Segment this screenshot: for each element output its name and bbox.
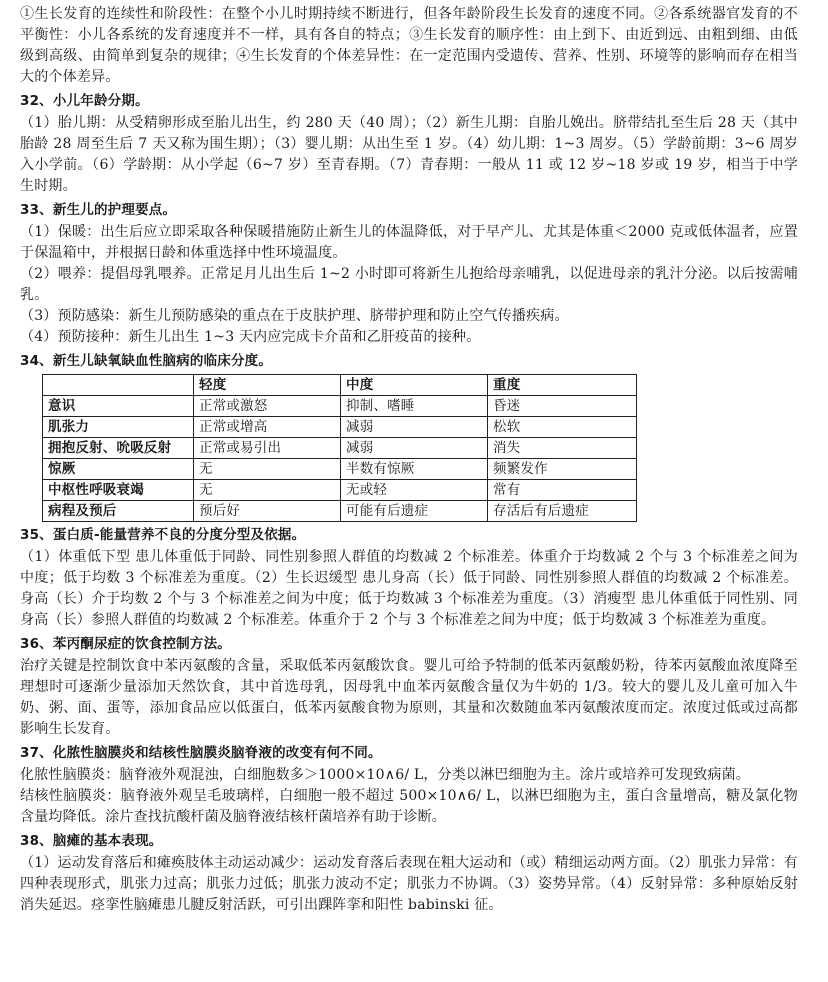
section-36-heading: 36、苯丙酮尿症的饮食控制方法。 bbox=[20, 636, 231, 652]
table-cell: 正常或增高 bbox=[194, 417, 341, 438]
row-label: 意识 bbox=[43, 396, 194, 417]
section-34-heading: 34、新生儿缺氧缺血性脑病的临床分度。 bbox=[20, 353, 273, 369]
table-cell: 减弱 bbox=[341, 438, 488, 459]
section-35-body: （1）体重低下型 患儿体重低于同龄、同性别参照人群值的均数减 2 个标准差。体重介于均数减 2 个与 3 个标准差之间为中度；低于均数 3 个标准差为重度。（2）生长迟缓型 患儿身高（长）低于同龄、同性别参照人群值的均数减 2 个标准差。身高（长）介于均数 2 个与 3 个标准差之间为中度；低于均数减 3 个标准差为重度。（3）消瘦型 患儿体重低于同性别、同身高（长）参照人群值的均数减 2 个标准差。体重介于 2 个与 3 个标准差之间为中度；低于均数减 3 个标准差为重度。 bbox=[20, 549, 798, 628]
table-row bbox=[43, 417, 637, 438]
section-37-tuberculous: 结核性脑膜炎：脑脊液外观呈毛玻璃样，白细胞一般不超过 500×10∧6/ L，以淋巴细胞为主，蛋白含量增高，糖及氯化物含量均降低。涂片查找抗酸杆菌及脑脊液结核杆菌培养有助于诊断。 bbox=[20, 788, 798, 825]
row-label: 中枢性呼吸衰竭 bbox=[43, 480, 194, 501]
section-33-heading: 33、新生儿的护理要点。 bbox=[20, 202, 177, 218]
table-row bbox=[43, 396, 637, 417]
table-cell: 无 bbox=[194, 459, 341, 480]
table-cell: 频繁发作 bbox=[488, 459, 637, 480]
table-cell: 抑制、嗜睡 bbox=[341, 396, 488, 417]
table-row bbox=[43, 459, 637, 480]
section-37-heading: 37、化脓性脑膜炎和结核性脑膜炎脑脊液的改变有何不同。 bbox=[20, 745, 382, 761]
row-label: 惊厥 bbox=[43, 459, 194, 480]
row-label: 病程及预后 bbox=[43, 501, 194, 522]
table-header-cell: 重度 bbox=[488, 375, 637, 396]
table-cell: 存活后有后遗症 bbox=[488, 501, 637, 522]
hie-grading-table bbox=[42, 374, 637, 522]
row-label: 肌张力 bbox=[43, 417, 194, 438]
table-cell: 半数有惊厥 bbox=[341, 459, 488, 480]
table-row bbox=[43, 501, 637, 522]
section-35-heading: 35、蛋白质-能量营养不良的分度分型及依据。 bbox=[20, 527, 306, 543]
table-header-cell: 轻度 bbox=[194, 375, 341, 396]
section-32-body: （1）胎儿期：从受精卵形成至胎儿出生，约 280 天（40 周）；（2）新生儿期：自胎儿娩出。脐带结扎至生后 28 天（其中胎龄 28 周至生后 7 天又称为围生期）；（3）婴儿期：从出生至 1 岁。（4）幼儿期：1~3 周岁。（5）学龄前期：3~6 周岁入小学前。（6）学龄期：从小学起（6~7 岁）至青春期。（7）青春期：一般从 11 或 12 岁~18 岁或 19 岁，相当于中学生时期。 bbox=[20, 115, 798, 194]
table-cell: 正常或易引出 bbox=[194, 438, 341, 459]
section-33-item-1: （1）保暖：出生后应立即采取各种保暖措施防止新生儿的体温降低，对于早产儿、尤其是体重＜2000 克或低体温者，应置于保温箱中，并根据日龄和体重选择中性环境温度。 bbox=[20, 224, 798, 261]
row-label: 拥抱反射、吮吸反射 bbox=[43, 438, 194, 459]
table-cell: 减弱 bbox=[341, 417, 488, 438]
section-33-item-4: （4）预防接种：新生儿出生 1~3 天内应完成卡介苗和乙肝疫苗的接种。 bbox=[20, 329, 481, 345]
table-header-cell: 中度 bbox=[341, 375, 488, 396]
table-header-cell bbox=[43, 375, 194, 396]
table-cell: 正常或激怒 bbox=[194, 396, 341, 417]
section-37-purulent: 化脓性脑膜炎：脑脊液外观混浊，白细胞数多＞1000×10∧6/ L，分类以淋巴细胞为主。涂片或培养可发现致病菌。 bbox=[20, 767, 750, 783]
table-row bbox=[43, 480, 637, 501]
section-38-heading: 38、脑瘫的基本表现。 bbox=[20, 833, 163, 849]
section-36-body: 治疗关键是控制饮食中苯丙氨酸的含量，采取低苯丙氨酸饮食。婴儿可给予特制的低苯丙氨酸奶粉，待苯丙氨酸血浓度降至理想时可逐渐少量添加天然饮食，其中首选母乳，因母乳中血苯丙氨酸含量仅为牛奶的 1/3。较大的婴儿及儿童可加入牛奶、粥、面、蛋等，添加食品应以低蛋白，低苯丙氨酸食物为原则，其量和次数随血苯丙氨酸浓度而定。浓度过低或过高都影响生长发育。 bbox=[20, 658, 798, 737]
table-cell: 消失 bbox=[488, 438, 637, 459]
intro-paragraph: ①生长发育的连续性和阶段性：在整个小儿时期持续不断进行，但各年龄阶段生长发育的速度不同。②各系统器官发育的不平衡性：小儿各系统的发育速度并不一样，具有各自的特点；③生长发育的顺序性：由上到下、由近到远、由粗到细、由低级到高级、由简单到复杂的规律；④生长发育的个体差异性：在一定范围内受遗传、营养、性别、环境等的影响而存在相当大的个体差异。 bbox=[20, 6, 798, 85]
table-header-row bbox=[43, 375, 637, 396]
table-cell: 无或轻 bbox=[341, 480, 488, 501]
table-cell: 松软 bbox=[488, 417, 637, 438]
section-33-item-2: （2）喂养：提倡母乳喂养。正常足月儿出生后 1~2 小时即可将新生儿抱给母亲哺乳，以促进母亲的乳汁分泌。以后按需哺乳。 bbox=[20, 266, 798, 303]
table-row bbox=[43, 438, 637, 459]
table-cell: 可能有后遗症 bbox=[341, 501, 488, 522]
table-cell: 无 bbox=[194, 480, 341, 501]
table-cell: 常有 bbox=[488, 480, 637, 501]
section-32-heading: 32、小儿年龄分期。 bbox=[20, 93, 149, 109]
table-cell: 预后好 bbox=[194, 501, 341, 522]
section-38-body: （1）运动发育落后和瘫痪肢体主动运动减少：运动发育落后表现在粗大运动和（或）精细运动两方面。（2）肌张力异常：有四种表现形式，肌张力过高；肌张力过低；肌张力波动不定；肌张力不协调。（3）姿势异常。（4）反射异常：多种原始反射消失延迟。痉挛性脑瘫患儿腱反射活跃，可引出踝阵挛和阳性 babinski 征。 bbox=[20, 855, 799, 913]
table-cell: 昏迷 bbox=[488, 396, 637, 417]
section-33-item-3: （3）预防感染：新生儿预防感染的重点在于皮肤护理、脐带护理和防止空气传播疾病。 bbox=[20, 308, 569, 324]
